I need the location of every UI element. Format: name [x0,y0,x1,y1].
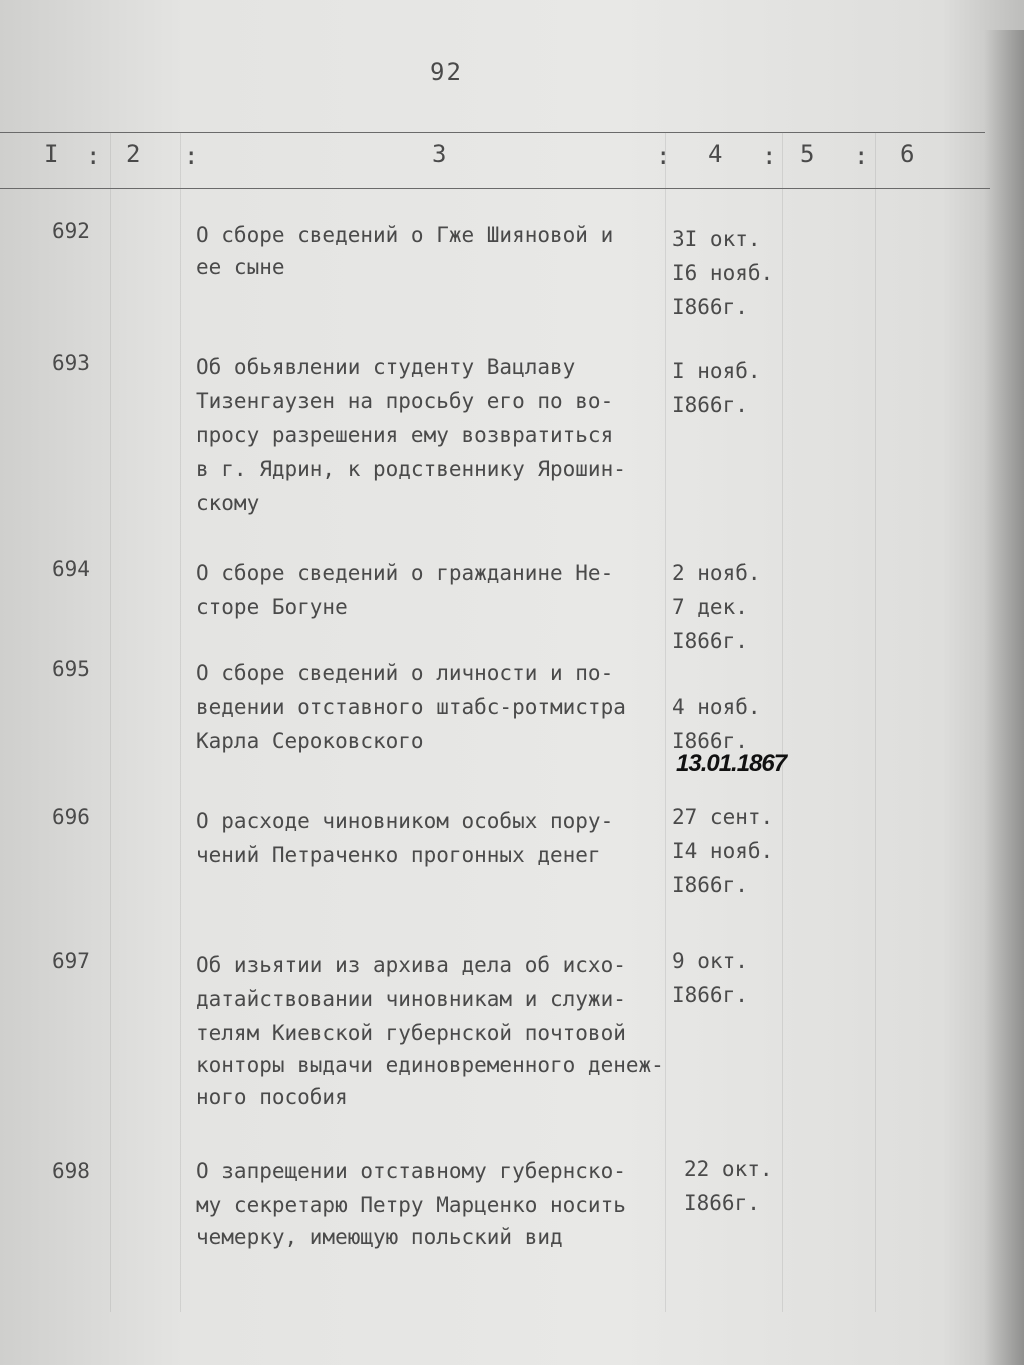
entry-description-line: О сборе сведений о гражданине Не- [196,561,614,585]
entry-date: I866г. [672,295,748,319]
column-divider [110,132,111,1312]
column-header-2: 2 [126,140,141,168]
entry-number: 697 [52,949,90,973]
entry-number: 696 [52,805,90,829]
entry-date: I6 нояб. [672,261,774,285]
column-header-4: 4 [708,140,723,168]
entry-description-line: чений Петраченко прогонных денег [196,843,601,867]
column-header-5: 5 [800,140,815,168]
entry-number: 694 [52,557,90,581]
entry-date: 27 сент. [672,805,774,829]
entry-description-line: просу разрешения ему возвратиться [196,423,614,447]
entry-date: I866г. [684,1191,760,1215]
column-divider [875,132,876,1312]
entry-description-line: датайствовании чиновникам и служи- [196,987,626,1011]
entry-description-line: О сборе сведений о личности и по- [196,661,614,685]
column-separator: : [184,142,199,170]
entry-date: I866г. [672,393,748,417]
page-number: 92 [430,58,463,86]
column-header-6: 6 [900,140,915,168]
handwritten-date-annotation: 13.01.1867 [676,750,787,777]
entry-date: 22 окт. [684,1157,773,1181]
entry-description-line: ного пособия [196,1085,348,1109]
entry-description-line: Тизенгаузен на просьбу его по во- [196,389,614,413]
entry-description-line: Об обьявлении студенту Вацлаву [196,355,576,379]
entry-description-line: ее сыне [196,255,285,279]
entry-description-line: О расходе чиновником особых пору- [196,809,614,833]
header-bottom-rule [0,188,990,189]
entry-date: I866г. [672,873,748,897]
entry-description-line: скому [196,491,260,515]
entry-date: I866г. [672,629,748,653]
column-divider [665,132,666,1312]
entry-number: 692 [52,219,90,243]
entry-date: I нояб. [672,359,761,383]
entry-description-line: телям Киевской губернской почтовой [196,1021,626,1045]
entry-date: 7 дек. [672,595,748,619]
entry-description-line: чемерку, имеющую польский вид [196,1225,563,1249]
entry-description-line: конторы выдачи единовременного денеж- [196,1053,664,1077]
entry-description-line: му секретарю Петру Марценко носить [196,1193,626,1217]
entry-number: 698 [52,1159,90,1183]
entry-description-line: сторе Богуне [196,595,348,619]
entry-description-line: в г. Ядрин, к родственнику Ярошин- [196,457,626,481]
entry-description-line: ведении отставного штабс-ротмистра [196,695,626,719]
column-header-1: I [44,140,59,168]
column-header-3: 3 [432,140,447,168]
column-separator: : [86,142,101,170]
column-divider [782,132,783,1312]
entry-number: 695 [52,657,90,681]
entry-description-line: О запрещении отставному губернско- [196,1159,626,1183]
entry-number: 693 [52,351,90,375]
header-top-rule [0,132,985,133]
entry-date: I866г. [672,983,748,1007]
column-divider [180,132,181,1312]
entry-date: 3I окт. [672,227,761,251]
entry-date: I4 нояб. [672,839,774,863]
entry-description-line: О сборе сведений о Гже Шияновой и [196,223,614,247]
column-separator: : [762,142,777,170]
entry-description-line: Карла Сероковского [196,729,424,753]
column-separator: : [854,142,869,170]
entry-date: I866г. [672,729,748,753]
page-edge-shadow [984,30,1024,1365]
entry-date: 2 нояб. [672,561,761,585]
entry-date: 9 окт. [672,949,748,973]
entry-date: 4 нояб. [672,695,761,719]
column-separator: : [656,142,671,170]
entry-description-line: Об изьятии из архива дела об исхо- [196,953,626,977]
